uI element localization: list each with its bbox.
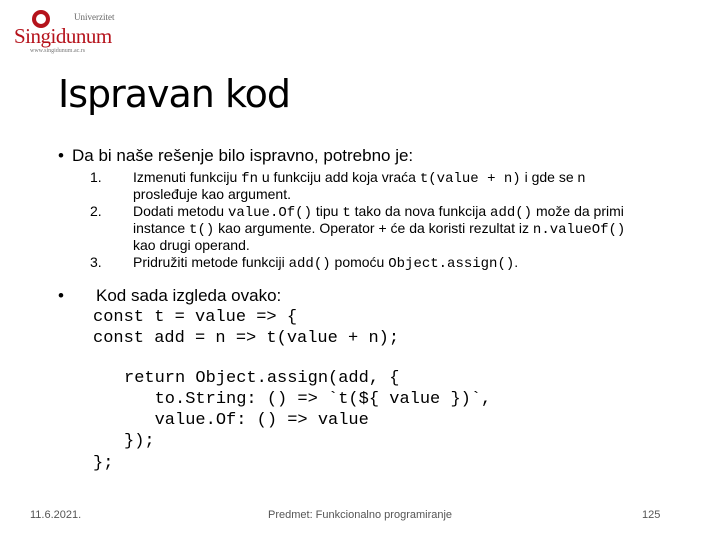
slide-title: Ispravan kod	[58, 72, 290, 116]
numbered-list	[90, 170, 650, 274]
footer-page-number: 125	[642, 509, 661, 521]
logo-name: Singidunum	[14, 24, 112, 48]
intro-bullet	[58, 146, 413, 166]
footer-subject: Predmet: Funkcionalno programiranje	[268, 509, 453, 521]
inline-code: fn	[241, 171, 258, 187]
text-run: Izmenuti funkciju	[133, 169, 242, 185]
logo-university-label: Univerzitet	[74, 12, 115, 22]
text-run: i gde se n prosleđuje kao argument.	[133, 169, 586, 202]
list-item	[90, 204, 650, 253]
text-run: u funkciju add koja vraća	[257, 169, 420, 185]
text-run: .	[514, 254, 519, 270]
text-run: Pridružiti metode funkciji	[133, 254, 289, 270]
inline-code: add()	[288, 256, 331, 272]
logo-url: www.singidunum.ac.rs	[30, 48, 86, 54]
inline-code: t()	[189, 222, 215, 238]
list-item-number: 1.	[90, 169, 102, 185]
inline-code: value.Of()	[227, 205, 312, 221]
list-item-text	[133, 254, 518, 270]
list-item-text	[133, 169, 585, 202]
inline-code: t	[342, 205, 351, 221]
inline-code: Object.assign()	[388, 256, 515, 272]
intro-text: Da bi naše rešenje bilo ispravno, potrebno je:	[72, 146, 414, 165]
list-item	[90, 255, 650, 272]
text-run: kao argumente. Operator + će da koristi rezultat iz	[214, 220, 533, 236]
second-bullet	[58, 286, 281, 306]
text-run: pomoću	[330, 254, 389, 270]
text-run: tako da nova funkcija	[350, 203, 491, 219]
code-block-close: };	[93, 454, 114, 473]
footer-date: 11.6.2021.	[30, 509, 82, 521]
university-logo	[12, 10, 122, 52]
text-run: Dodati metodu	[133, 203, 228, 219]
list-item	[90, 170, 650, 202]
text-run: tipu	[311, 203, 343, 219]
text-run: kao drugi operand.	[133, 237, 250, 253]
code-block-body: return Object.assign(add, { to.String: () => `t(${ value })`, value.Of: () => value });	[124, 369, 492, 451]
inline-code: t(value + n)	[419, 171, 521, 187]
second-bullet-text: Kod sada izgleda ovako:	[96, 286, 282, 305]
inline-code: add()	[490, 205, 533, 221]
list-item-number: 3.	[90, 254, 102, 270]
list-item-number: 2.	[90, 203, 102, 219]
bullet-icon: •	[58, 286, 64, 305]
code-block-header: const t = value => { const add = n => t(value + n);	[93, 308, 400, 348]
bullet-icon: •	[58, 146, 64, 165]
list-item-text	[133, 203, 625, 253]
inline-code: n.valueOf()	[532, 222, 626, 238]
text-run: može da primi instance	[133, 203, 624, 236]
